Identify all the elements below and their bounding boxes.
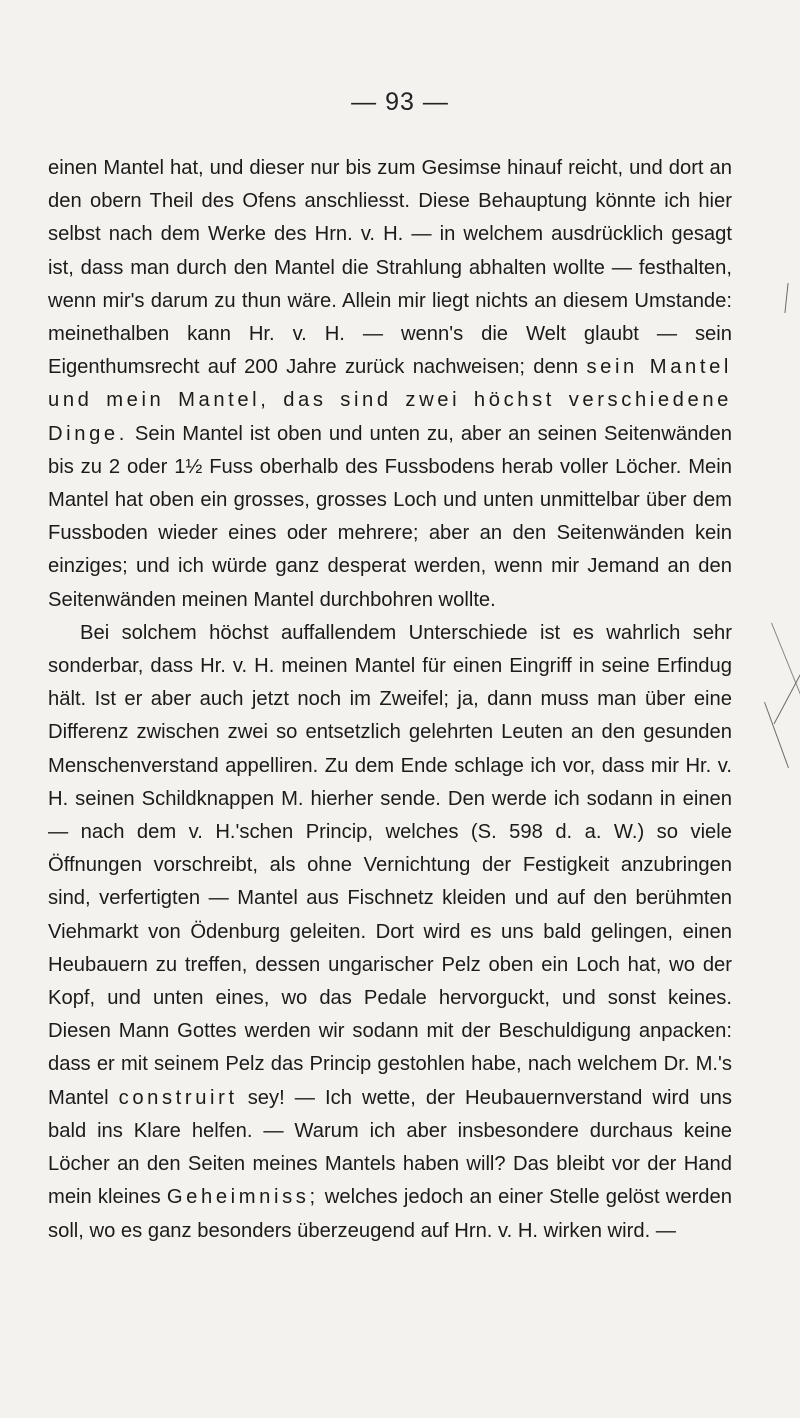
body-text <box>48 152 732 1248</box>
paragraph-1 <box>48 152 732 617</box>
page-number: — 93 — <box>351 88 449 116</box>
scan-mark <box>784 283 788 313</box>
text-segment: sey! — Ich wette, der Heubauernverstand wird uns bald ins Klare helfen. — Warum ich aber insbesondere durchaus keine Löcher an den Seiten meines Mantels haben will? Das bleibt vor der Hand mein kleines <box>48 1086 733 1209</box>
text-segment: welches jedoch an einer Stelle gelöst werden soll, wo es ganz besonders überzeugend auf Hrn. v. H. wirken wird. — <box>48 1186 732 1242</box>
text-segment: einen Mantel hat, und dieser nur bis zum Gesimse hinauf reicht, und dort an den obern Theil des Ofens anschliesst. Diese Behauptung könnte ich hier selbst nach dem Werke des Hrn. v. H. — in welchem ausdrücklich gesagt ist, dass man durch den Mantel die Strahlung abhalten wollte — festhalten, wenn mir's darum zu thun wäre. Allein mir liegt nichts an diesem Umstande: meinethalben kann Hr. v. H. — wenn's die Welt glaubt — sein Eigenthumsrecht auf 200 Jahre zurück nachweisen; denn <box>48 157 732 379</box>
emphasized-text: Geheimniss; <box>166 1186 319 1209</box>
paragraph-2 <box>48 617 732 1248</box>
text-segment: Sein Mantel ist oben und unten zu, aber an seinen Seitenwänden bis zu 2 oder 1½ Fuss oberhalb des Fussbodens herab voller Löcher. Mein Mantel hat oben ein grosses, grosses Loch und unten unmittelbar über dem Fussboden wieder eines oder mehrere; aber an den Seitenwänden kein einziges; und ich würde ganz desperat werden, wenn mir Jemand an den Seitenwänden meinen Mantel durchbohren wollte. <box>48 422 732 611</box>
emphasized-text: sein Mantel und mein Mantel, das sind zwei höchst verschiedene Dinge. <box>48 356 732 445</box>
scan-mark <box>774 662 800 724</box>
text-segment: Bei solchem höchst auffallendem Unterschiede ist es wahrlich sehr sonderbar, dass Hr. v. H. meinen Mantel für einen Eingriff in seine Erfindug hält. Ist er aber auch jetzt noch im Zweifel; ja, dann muss man über eine Differenz zwischen zwei so entsetzlich gelehrten Leuten an den gesunden Menschenverstand appelliren. Zu dem Ende schlage ich vor, dass mir Hr. v. H. seinen Schildknappen M. hierher sende. Den werde ich sodann in einen — nach dem v. H.'schen Princip, welches (S. 598 d. a. W.) so viele Öffnungen vorschreibt, als ohne Vernichtung der Festigkeit anzubringen sind, verfertigten — Mantel aus Fischnetz kleiden und auf den berühmten Viehmarkt von Ödenburg geleiten. Dort wird es uns bald gelingen, einen Heubauern zu treffen, dessen ungarischer Pelz oben ein Loch hat, wo der Kopf, und unten eines, wo das Pedale hervorguckt, und sonst keines. Diesen Mann Gottes werden wir sodann mit der Beschuldigung anpacken: dass er mit seinem Pelz das Princip gestohlen habe, nach welchem Dr. M.'s Mantel <box>48 621 732 1109</box>
scan-mark <box>764 702 789 768</box>
emphasized-text: construirt <box>118 1086 238 1109</box>
scan-mark <box>771 623 800 698</box>
